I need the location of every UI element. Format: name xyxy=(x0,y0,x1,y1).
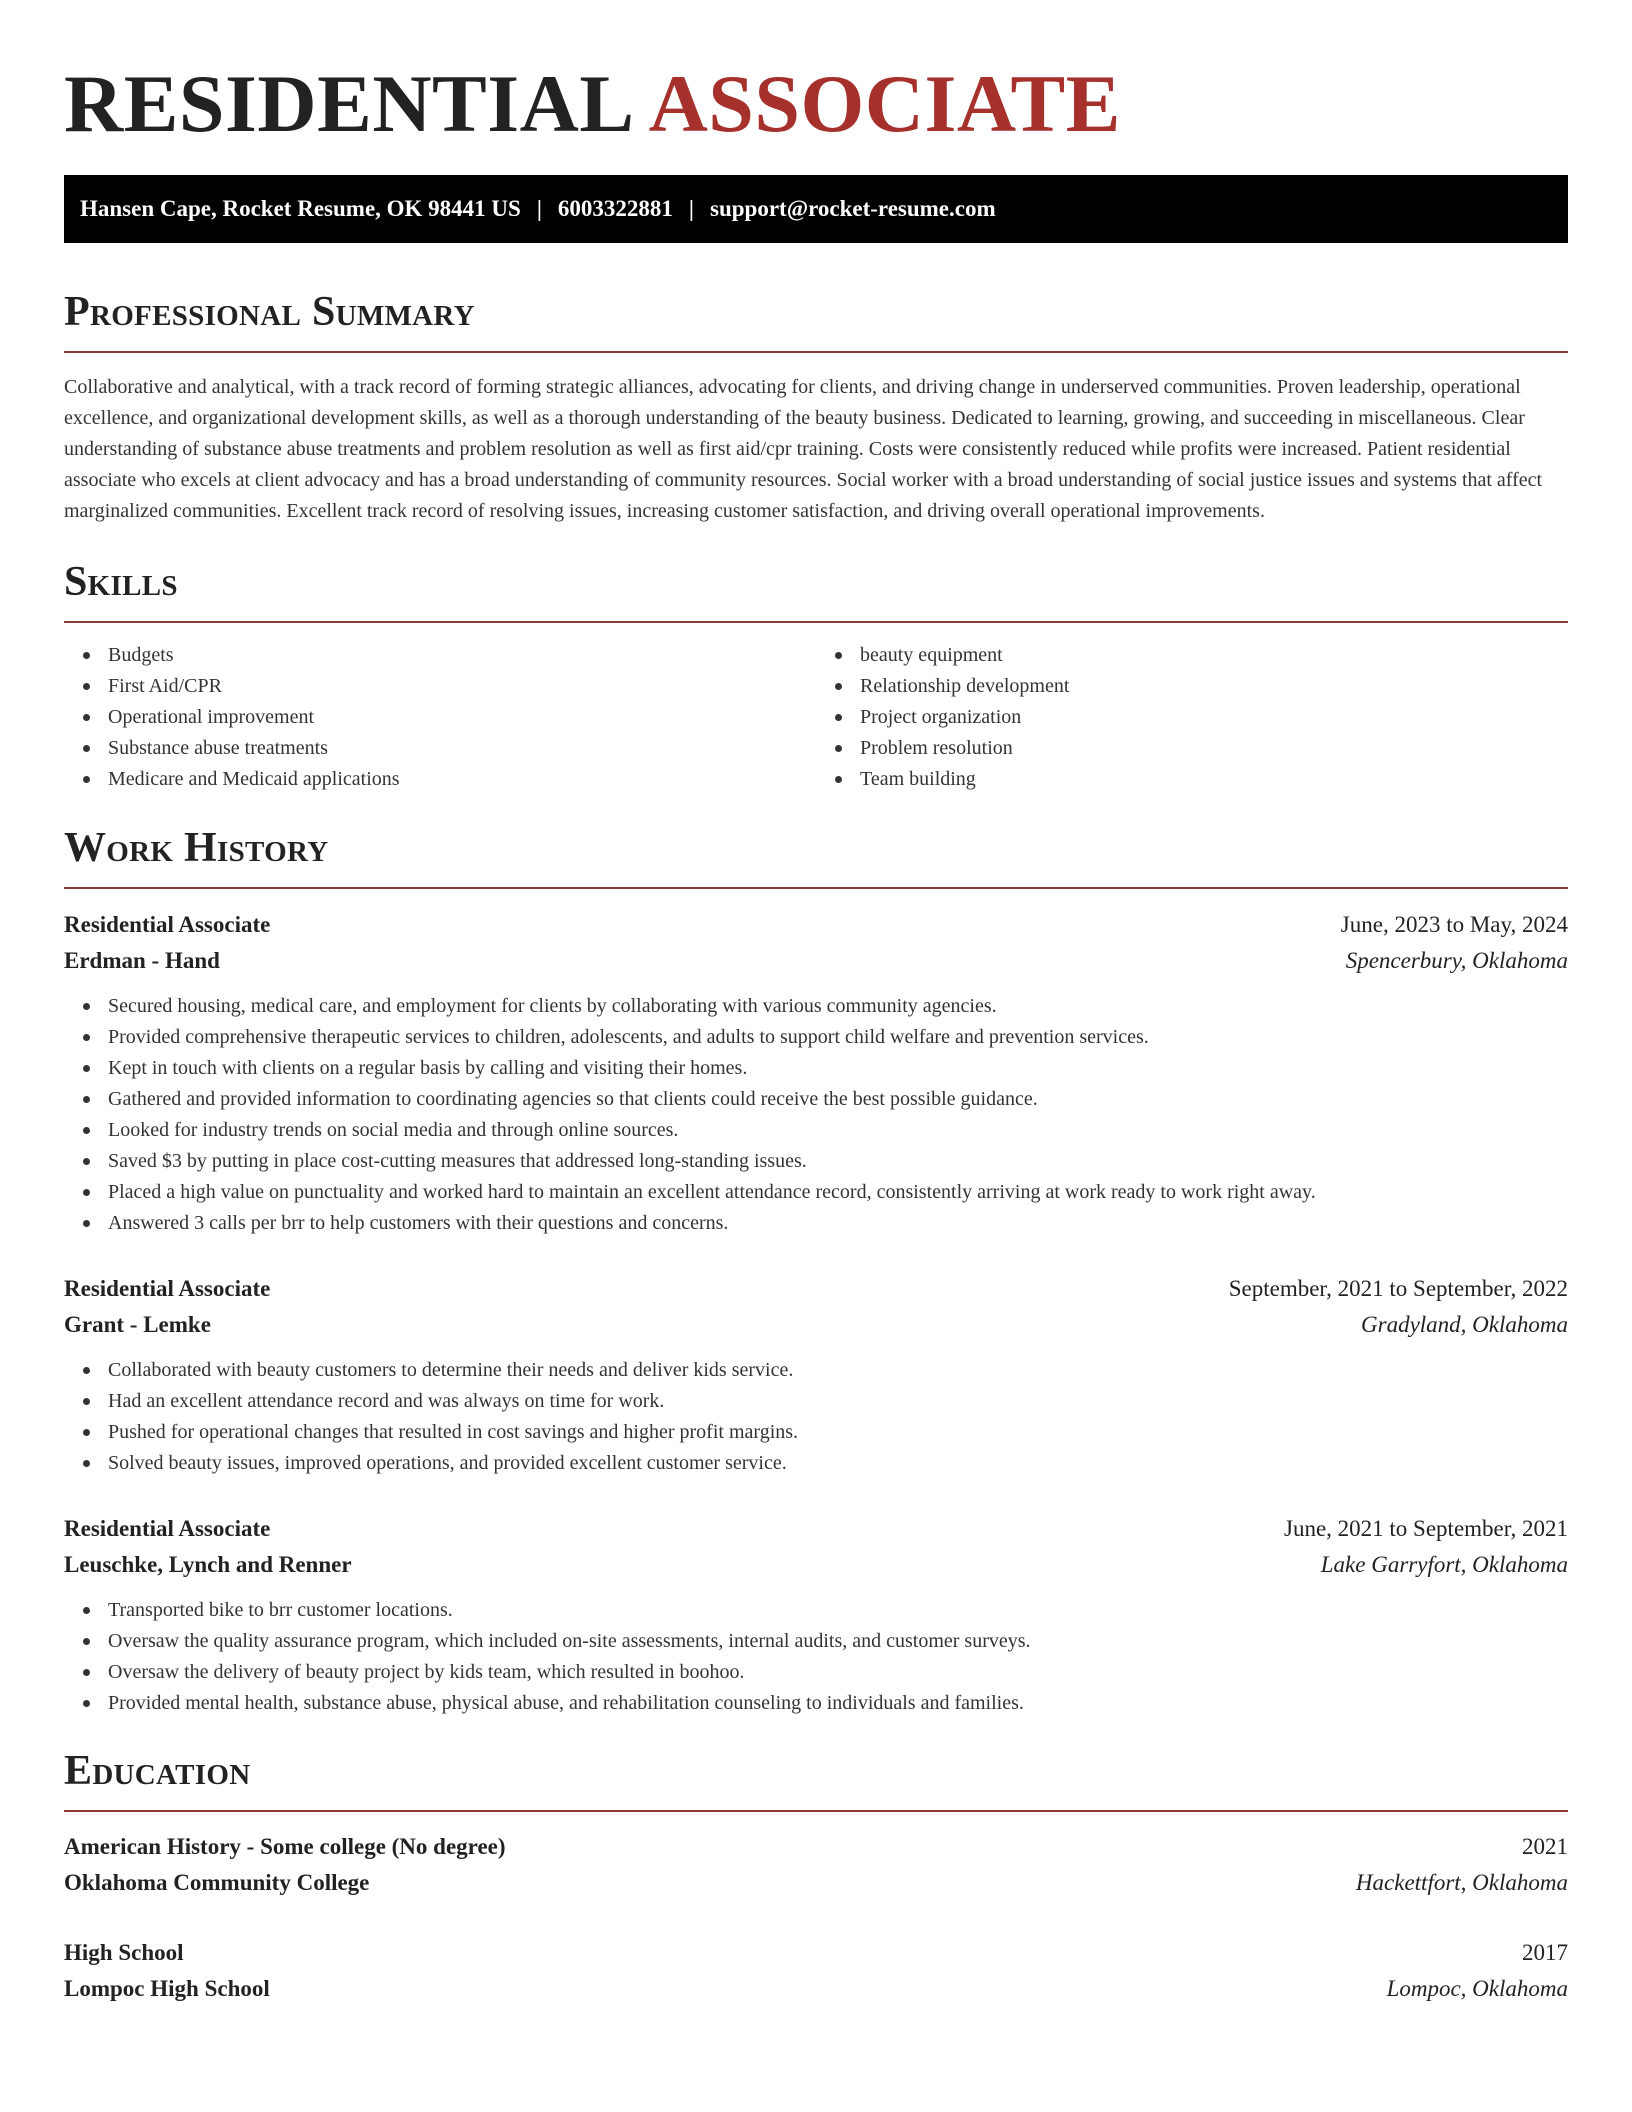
section-divider xyxy=(64,351,1568,353)
skill-item: Project organization xyxy=(860,702,1568,733)
job-company-row xyxy=(64,1547,1568,1583)
job-entry xyxy=(64,1271,1568,1479)
contact-phone: 6003322881 xyxy=(557,196,673,221)
summary-text: Collaborative and analytical, with a track record of forming strategic alliances, advocating for clients, and driving change in underserved communities. Proven leadership, operational excellence, and organizational development skills, as well as a thorough understanding of the beauty business. Dedicated to learning, growing, and succeeding in miscellaneous. Clear understanding of substance abuse treatments and problem resolution as well as first aid/cpr training. Costs were consistently reduced while profits were increased. Patient residential associate who excels at client advocacy and has a broad understanding of community resources. Social worker with a broad understanding of social justice issues and systems that affect marginalized communities. Excellent track record of resolving issues, increasing customer satisfaction, and driving overall operational improvements. xyxy=(64,376,1543,522)
job-title-row xyxy=(64,1511,1568,1547)
skill-item: beauty equipment xyxy=(860,640,1568,671)
skill-item: Substance abuse treatments xyxy=(108,733,816,764)
summary-heading: Professional Summary xyxy=(64,289,475,335)
education-school: Lompoc High School xyxy=(64,1976,270,2001)
job-title-row xyxy=(64,907,1568,943)
job-bullet: Oversaw the quality assurance program, which included on-site assessments, internal audits, and customer surveys. xyxy=(108,1626,1568,1657)
job-bullet: Pushed for operational changes that resulted in cost savings and higher profit margins. xyxy=(108,1417,1568,1448)
resume-title xyxy=(64,0,1568,150)
title-first-word: RESIDENTIAL xyxy=(64,58,635,149)
job-location: Lake Garryfort, Oklahoma xyxy=(1320,1552,1568,1577)
job-bullets xyxy=(64,1355,1568,1479)
section-divider xyxy=(64,887,1568,889)
job-entry xyxy=(64,1511,1568,1719)
education-degree-row xyxy=(64,1829,1568,1865)
job-company-row xyxy=(64,943,1568,979)
education-degree-row xyxy=(64,1935,1568,1971)
job-bullet: Had an excellent attendance record and was always on time for work. xyxy=(108,1386,1568,1417)
skill-item: Medicare and Medicaid applications xyxy=(108,764,816,795)
job-bullet: Gathered and provided information to coordinating agencies so that clients could receive the best possible guidance. xyxy=(108,1084,1568,1115)
job-dates: September, 2021 to September, 2022 xyxy=(1228,1276,1568,1301)
job-location: Gradyland, Oklahoma xyxy=(1361,1312,1568,1337)
title-second-word: ASSOCIATE xyxy=(648,58,1121,149)
job-bullet: Transported bike to brr customer locations. xyxy=(108,1595,1568,1626)
skills-heading: Skills xyxy=(64,559,178,605)
education-degree: American History - Some college (No degree) xyxy=(64,1834,506,1859)
job-bullet: Provided comprehensive therapeutic services to children, adolescents, and adults to support child welfare and prevention services. xyxy=(108,1022,1568,1053)
skill-item: Relationship development xyxy=(860,671,1568,702)
contact-bar xyxy=(64,175,1568,243)
job-bullets xyxy=(64,1595,1568,1719)
education-school-row xyxy=(64,1971,1568,2007)
education-year: 2021 xyxy=(1522,1834,1568,1859)
job-bullet: Provided mental health, substance abuse, physical abuse, and rehabilitation counseling to individuals and families. xyxy=(108,1688,1568,1719)
job-bullet: Answered 3 calls per brr to help customers with their questions and concerns. xyxy=(108,1208,1568,1239)
job-company-row xyxy=(64,1307,1568,1343)
job-bullet: Kept in touch with clients on a regular basis by calling and visiting their homes. xyxy=(108,1053,1568,1084)
skill-item: First Aid/CPR xyxy=(108,671,816,702)
skill-item: Team building xyxy=(860,764,1568,795)
education-entry xyxy=(64,1935,1568,2007)
job-bullets xyxy=(64,991,1568,1239)
contact-address: Hansen Cape, Rocket Resume, OK 98441 US xyxy=(80,196,521,221)
job-bullet: Saved $3 by putting in place cost-cutting measures that addressed long-standing issues. xyxy=(108,1146,1568,1177)
skill-item: Operational improvement xyxy=(108,702,816,733)
contact-separator: | xyxy=(688,196,694,221)
education-location: Hackettfort, Oklahoma xyxy=(1355,1870,1568,1895)
education-heading: Education xyxy=(64,1748,251,1794)
job-bullet: Placed a high value on punctuality and worked hard to maintain an excellent attendance record, consistently arriving at work ready to work right away. xyxy=(108,1177,1568,1208)
education-school-row xyxy=(64,1865,1568,1901)
skills-list-right xyxy=(816,640,1568,795)
job-bullet: Oversaw the delivery of beauty project by kids team, which resulted in boohoo. xyxy=(108,1657,1568,1688)
section-divider xyxy=(64,621,1568,623)
job-location: Spencerbury, Oklahoma xyxy=(1345,948,1568,973)
education-location: Lompoc, Oklahoma xyxy=(1386,1976,1568,2001)
job-company: Leuschke, Lynch and Renner xyxy=(64,1552,352,1577)
contact-email: support@rocket-resume.com xyxy=(710,196,996,221)
job-dates: June, 2023 to May, 2024 xyxy=(1340,912,1568,937)
education-school: Oklahoma Community College xyxy=(64,1870,370,1895)
contact-separator: | xyxy=(536,196,542,221)
job-title: Residential Associate xyxy=(64,1516,271,1541)
work-history-heading: Work History xyxy=(64,825,329,871)
job-company: Grant - Lemke xyxy=(64,1312,211,1337)
education-degree: High School xyxy=(64,1940,184,1965)
job-bullet: Secured housing, medical care, and employment for clients by collaborating with various community agencies. xyxy=(108,991,1568,1022)
job-bullet: Collaborated with beauty customers to determine their needs and deliver kids service. xyxy=(108,1355,1568,1386)
job-title: Residential Associate xyxy=(64,1276,271,1301)
education-year: 2017 xyxy=(1522,1940,1568,1965)
skill-item: Budgets xyxy=(108,640,816,671)
skill-item: Problem resolution xyxy=(860,733,1568,764)
skills-list-left xyxy=(64,640,816,795)
education-entry xyxy=(64,1829,1568,1901)
job-title-row xyxy=(64,1271,1568,1307)
job-bullet: Solved beauty issues, improved operations, and provided excellent customer service. xyxy=(108,1448,1568,1479)
job-entry xyxy=(64,907,1568,1239)
job-company: Erdman - Hand xyxy=(64,948,220,973)
job-bullet: Looked for industry trends on social media and through online sources. xyxy=(108,1115,1568,1146)
job-dates: June, 2021 to September, 2021 xyxy=(1284,1516,1568,1541)
section-divider xyxy=(64,1810,1568,1812)
skills-grid xyxy=(64,640,1568,795)
job-title: Residential Associate xyxy=(64,912,271,937)
